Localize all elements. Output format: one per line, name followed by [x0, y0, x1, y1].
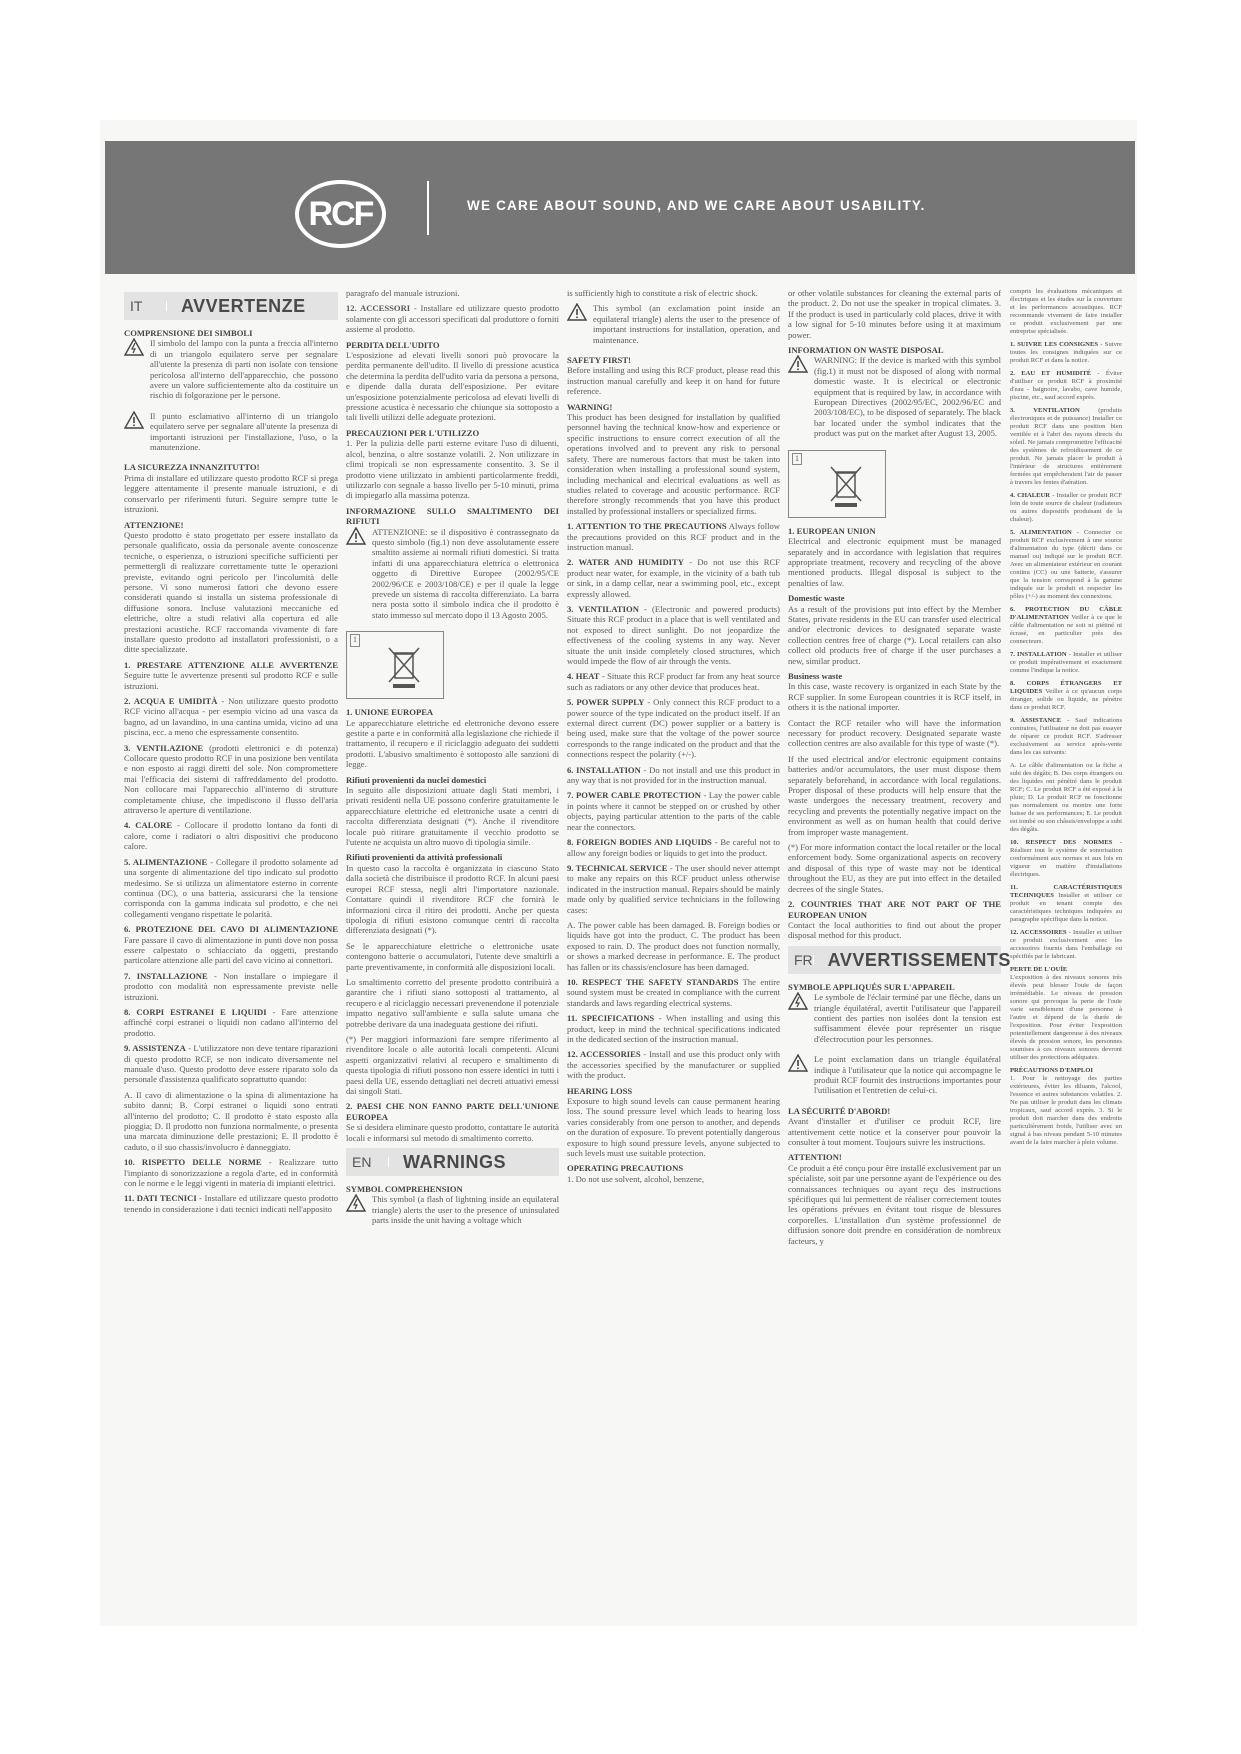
item-title: 3. VENTILATION — [1010, 407, 1080, 414]
figure-number: 1 — [792, 453, 802, 465]
subheading: LA SÉCURITÉ D'ABORD! — [788, 1105, 891, 1116]
item-text: - Connecter ce produit RCF exclusivement à une source d'alimentation du type (décrit dans ce manuel ou) indiqué sur le produit RCF. Avec un alimentateur extérieur en courant continu (CC) ou une batterie, s'assurer que la tension correspond à la gamme indiquée sur le produit et respecter les pôles (+/-) au moment des connexions. — [1010, 529, 1122, 600]
list-item — [124, 1193, 338, 1214]
list-item — [124, 857, 338, 919]
subheading: PRECAUZIONI PER L'UTILIZZO — [346, 427, 480, 438]
paragraph: In questo caso la raccolta è organizzata in ciascuno Stato dalla società che distribuisce il prodotto RCF. In alcuni paesi europei RCF stessa, negli altri l'importatore nazionale. Contattare quindi il rivenditore RCF che fornirà le informazioni circa il ritiro dei prodotti. Anche per questa tipologia di rifiuti esistono comunque centri di raccolta differenziata designati (*). — [346, 862, 559, 936]
item-text: - Éviter d'utiliser ce produit RCF à proximité d'eau - baignoire, lavabo, cave humide, piscine, etc., sauf accord exprès. — [1010, 370, 1122, 401]
crossed-bin-icon — [387, 646, 421, 690]
lang-header-fr — [788, 946, 1011, 974]
subheading: SYMBOLE APPLIQUÉS SUR L'APPAREIL — [788, 981, 955, 992]
subheading: INFORMAZIONE SULLO SMALTIMENTO DEI RIFIUTI — [346, 505, 559, 527]
subheading: WARNING! — [567, 401, 613, 412]
subheading: SYMBOL COMPREHENSION — [346, 1184, 463, 1195]
item-text: - (Electronic and powered products) Situate this RCF product in a place that is well ventilated and not exposed to direct sunlight. Do not jeopardize the effectiveness of the cooling systems in any way. Never situate the unit inside completely closed structures, which would impede the flow of air through the vents. — [567, 603, 780, 666]
list-item — [567, 1049, 780, 1080]
list-item — [124, 1043, 338, 1085]
section-title: WARNINGS — [403, 1151, 506, 1172]
paragraph: In this case, waste recovery is organized in each State by the RCF supplier. In some European countries it is RCF itself, in others it is the national importer. — [788, 681, 1001, 713]
paragraph: Questo prodotto è stato progettato per essere installato da personale qualificato, ossia da personale avente conoscenze tecniche, o esperienza, o istruzioni specifiche sufficienti per permettergli di realizzare correttamente tutte le operazioni previste, evitando ogni pericolo per l'incolumità delle persone. Vi sono numerosi fattori che devono essere considerati quando si installa un sistema professionale di diffusione sonora. Incluse valutazioni meccaniche ed elettriche, oltre a studi relativi alla copertura ed alle prestazioni acustiche. RCF raccomanda vivamente di fare installare questo prodotto ad installatori professionisti, o a ditte specializzate. — [124, 529, 338, 655]
item-title: 7. INSTALLATION — [1010, 651, 1067, 658]
item-text: (produits électroniques et de puissance) Installer ce produit RCF dans une position bien ventilée et à l'abri des rayons directs du soleil. Ne jamais compromettre l'efficacité des systèmes de refroidissement de ce produit. Ne jamais placer le produit à l'intérieur de structures entièrement fermées qui empêcheraient l'air de passer à travers les fentes d'aération. — [1010, 407, 1122, 486]
warning-list — [124, 1157, 338, 1214]
exclamation-warning-icon — [124, 411, 144, 429]
item-text: Veiller à ce qu'aucun corps étranger, solide ou liquide, ne pénètre dans ce produit RCF. — [1010, 688, 1123, 711]
column-3 — [567, 288, 780, 1189]
item-title: 2. EAU ET HUMIDITÉ — [1010, 370, 1092, 377]
header-divider — [427, 181, 429, 235]
paragraph: A. Il cavo di alimentazione o la spina di alimentazione ha subito danni; B. Corpi estranei o liquidi sono entrati all'interno del prodotto; C. Il prodotto è stato esposto alla pioggia; D. Il prodotto non funziona normalmente, o presenta una marcata diminuzione delle prestazioni; E. Il prodotto è caduto, o il suo chassis/involucro è danneggiato. — [124, 1089, 338, 1152]
column-2 — [346, 288, 559, 1236]
item-title: 4. CHALEUR — [1010, 492, 1051, 499]
paragraph: Il punto esclamativo all'interno di un triangolo equilatero serve per segnalare all'utente la presenza di importanti istruzioni per l'installazione, l'uso, o la manutenzione. — [150, 410, 338, 453]
paragraph: Se si desidera eliminare questo prodotto, contattare le autorità locali e informarsi sul metodo di smaltimento corretto. — [346, 1122, 559, 1143]
list-item — [567, 765, 780, 786]
list-item — [1010, 839, 1122, 879]
warning-list — [567, 521, 780, 915]
item-text: - Installare ed utilizzare questo prodotto tenendo in considerazione i dati tecnici indicati nell'apposito — [124, 1193, 339, 1214]
warning-list — [1010, 839, 1122, 961]
paragraph: Le apparecchiature elettriche ed elettroniche devono essere gestite a parte e in conformità alla legislazione che richiede il trattamento, il recupero e il riciclaggio adeguato dei suddetti prodotti. L'abusivo smaltimento è sottoposto alle sanzioni di legge. — [346, 717, 559, 770]
header-tagline: WE CARE ABOUT SOUND, AND WE CARE ABOUT USABILITY. — [467, 198, 926, 213]
subheading: Business waste — [788, 670, 843, 681]
paragraph: (*) For more information contact the local retailer or the local enforcement body. Some organizational aspects on recovery and disposal of this type of waste may not be identical throughout the EU, as they are put into effect in the detailed decrees of the single States. — [788, 842, 1001, 894]
lang-header-it — [124, 292, 338, 320]
item-title: 3. VENTILATION — [567, 603, 639, 614]
item-text: - When installing and using this product, keep in mind the technical specifications indicated in the dedicated section of the instruction manual. — [567, 1013, 781, 1044]
paragraph: is sufficiently high to constitute a risk of electric shock. — [567, 288, 758, 298]
paragraph: 1. Per la pulizia delle parti esterne evitare l'uso di diluenti, alcol, benzina, o altre sostanze volatili. 2. Non utilizzare in climi tropicali se non espressamente consentito. 3. Se il prodotto viene utilizzato in ambienti particolarmente freddi, utilizzarlo con segnale a basso livello per 5-10 minuti, prima di impiegarlo alla massima potenza. — [346, 438, 559, 501]
item-title: 9. TECHNICAL SERVICE — [567, 862, 668, 873]
paragraph: ATTENZIONE: se il dispositivo è contrassegnato da questo simbolo (fig.1) non deve assolutamente essere smaltito assieme ai normali rifiuti domestici. Si tratta infatti di una apparecchiatura elettrica o elettronica oggetto di Direttive Europee (2002/95/CE 2002/96/CE e 2003/108/CE) e per il quale la legge prevede un sistema di raccolta differenziato. La barra nera posta sotto il simbolo indica che il prodotto è stato immesso sul mercato dopo il 13 Agosto 2005. — [372, 526, 559, 620]
list-item — [124, 696, 338, 738]
item-title: 2. WATER AND HUMIDITY — [567, 557, 684, 568]
list-item — [1010, 717, 1122, 757]
item-title: 7. INSTALLAZIONE — [124, 970, 208, 981]
item-title: 1. ATTENTION TO THE PRECAUTIONS — [567, 521, 727, 532]
weee-figure — [788, 450, 886, 518]
item-title: 11. CARACTÉRISTIQUES TECHNIQUES — [1010, 884, 1122, 899]
subheading: 2. PAESI CHE NON FANNO PARTE DELL'UNIONE EUROPEA — [346, 1101, 559, 1122]
item-text: - Fare attenzione affinché corpi estranei o liquidi non cadano all'interno del prodotto. — [124, 1006, 338, 1038]
crossed-bin-icon — [829, 465, 863, 509]
item-title: 5. ALIMENTATION — [1010, 529, 1072, 536]
list-item — [567, 837, 780, 858]
item-text: - Collocare il prodotto lontano da fonti di calore, come i radiatori o altri dispositivi che producono calore. — [124, 820, 338, 852]
item-title: 6. PROTEZIONE DEL CAVO DI ALIMENTAZIONE — [124, 924, 338, 935]
section-title: AVVERTENZE — [181, 295, 306, 316]
exclamation-warning-icon — [567, 303, 587, 321]
paragraph: Ce produit a été conçu pour être installé exclusivement par un spécialiste, soit par une personne ayant de l'expérience ou des connaissances techniques ou ayant reçu des instructions spécifiques qui lui permettent de réaliser correctement toutes les opérations prévues en évitant tout risque de blessures corporelles. L'installation d'un système professionnel de diffusion sonore doit prendre en considération de nombreux facteurs, y — [788, 1162, 1001, 1246]
item-text: - Do not install and use this product in any way that is not provided for in the instruction manual. — [567, 764, 780, 786]
paragraph: Le symbole de l'éclair terminé par une flèche, dans un triangle équilatéral, avertit l'utilisateur que l'appareil contient des parties non isolées dont la tension est suffisamment élevée pour représenter un risque d'électrocution pour les personnes. — [814, 992, 1001, 1044]
item-text: - Installer et utiliser ce produit exclusivement avec les accessoires fournis dans l'emballage ou spécifiés par le fabricant. — [1010, 929, 1122, 960]
item-title: 1. SUIVRE LES CONSIGNES — [1010, 341, 1099, 348]
item-text: - Realizzare tutto l'impianto di sonorizzazione a regola d'arte, ed in conformità con le norme e le leggi vigenti in materia di impianti elettrici. — [124, 1157, 338, 1189]
exclamation-warning-icon — [346, 527, 366, 545]
subheading: PERDITA DELL'UDITO — [346, 339, 440, 350]
item-title: 1. PRESTARE ATTENZIONE ALLE AVVERTENZE — [124, 659, 338, 670]
item-text: - L'utilizzatore non deve tentare riparazioni di questo prodotto RCF, se non indicato diversamente nel manuale d'uso. Questo prodotto deve essere riparato solo da personale d'assistenza qualificato soprattutto quando: — [124, 1043, 338, 1085]
paragraph: Exposure to high sound levels can cause permanent hearing loss. The sound pressure level which leads to hearing loss varies considerably from one person to another, and depends on the duration of exposure. To prevent potentially dangerous exposure to high sound pressure levels, anyone subjected to such levels must use suitable protection. — [567, 1096, 780, 1159]
subheading: Rifiuti provenienti da nuclei domestici — [346, 774, 487, 785]
paragraph: As a result of the provisions put into effect by the Member States, private residents in the EU can transfer used electrical and/or electronic devices to designated separate waste collection centres free of charge (*). Local retailers can also collect old products free of charge if the user purchases a new, similar product. — [788, 603, 1001, 666]
item-text: - Install and use this product only with the accessories specified by the manufacturer or supplied with the product. — [567, 1049, 780, 1081]
paragraph: 1. Pour le nettoyage des parties extérieures, éviter les diluants, l'alcool, l'essence et autres substances volatiles. 2. Ne pas utiliser le produit dans les climats tropicaux, sauf accord exprès. 3. Si le produit doit marcher dans des endroits particulièrement froids, l'utiliser avec un signal à bas niveau pendant 5-10 minutes avant de la faire marcher à plein volume. — [1010, 1075, 1122, 1146]
subheading: PERTE DE L'OUÏE — [1010, 966, 1068, 973]
paragraph: In seguito alle disposizioni attuate dagli Stati membri, i privati residenti nella UE possono conferire gratuitamente le apparecchiature elettriche ed elettroniche usate a centri di raccolta differenziata designati (*). Anche il rivenditore locale può ritirare gratuitamente il vecchio prodotto se l'utente ne acquista un altro nuovo di tipologia simile. — [346, 785, 559, 848]
item-text: - Sauf indications contraires, l'utilisateur ne doit pas essayer de réparer ce produit RCF. S'adresser exclusivement au service après-vente dans les cas suivants: — [1010, 717, 1123, 756]
item-text: The entire sound system must be created in compliance with the current standards and laws regarding electrical systems. — [567, 976, 780, 1008]
subheading: Rifiuti provenienti da attività professionali — [346, 852, 503, 863]
paragraph: paragrafo del manuale istruzioni. — [346, 288, 460, 298]
subheading: 1. UNIONE EUROPEA — [346, 707, 434, 718]
paragraph: Il simbolo del lampo con la punta a freccia all'interno di un triangolo equilatero serve per segnalare all'utente la presenza di parti non isolate con tensione pericolosa all'interno dell'apparecchio, che possono avere un valore sufficientemente alto da costituire un rischio di folgorazione per le persone. — [150, 338, 338, 401]
paragraph: Contact the RCF retailer who will have the information necessary for product recovery. Designated separate waste collection centres are also available for this type of waste (*). — [788, 717, 1001, 749]
exclamation-warning-icon — [788, 1054, 808, 1072]
list-item — [567, 697, 780, 759]
item-text: - Installer ce produit RCF loin de toute source de chaleur (radiateurs ou autres dispositifs produisant de la chaleur). — [1010, 492, 1122, 523]
list-item — [1010, 929, 1122, 961]
paragraph: Electrical and electronic equipment must be managed separately and in accordance with legislation that requires appropriate treatment, recovery and recycling of the above mentioned products. Illegal disposal is subject to the penalties of law. — [788, 536, 1001, 588]
item-text: - Suivre toutes les consignes indiquées sur ce produit RCF et dans la notice. — [1010, 341, 1122, 364]
list-item — [124, 660, 338, 691]
item-title: 9. ASSISTANCE — [1010, 717, 1062, 724]
paragraph: (*) Per maggiori informazioni fare sempre riferimento al rivenditore locale o alle autorità locali competenti. Alcuni aspetti organizzativi relativi al recupero e smaltimento di questa tipologia di rifiuti possono non essere identici in tutti i paesi della UE, essendo dettagliati nei decreti attuativi emessi dai singoli Stati. — [346, 1033, 559, 1096]
weee-figure — [346, 631, 444, 699]
item-title: 6. PROTECTION DU CÂBLE D'ALIMENTATION — [1010, 606, 1122, 621]
item-title: 5. POWER SUPPLY — [567, 697, 645, 708]
warning-list — [1010, 341, 1122, 757]
item-title: 12. ACCESSORI — [346, 303, 411, 314]
subheading: ATTENZIONE! — [124, 519, 184, 530]
list-item — [1010, 492, 1122, 524]
item-title: 8. CORPS ÉTRANGERS ET LIQUIDES — [1010, 680, 1122, 695]
item-text: Veiller à ce que le câble d'alimentation ne soit ni piétiné ni écrasé, en particulier près des connecteurs. — [1010, 614, 1123, 645]
item-title: 4. CALORE — [124, 820, 173, 831]
subheading: COMPRENSIONE DEI SIMBOLI — [124, 328, 253, 338]
list-item — [567, 977, 780, 1008]
paragraph: A. Le câble d'alimentation ou la fiche a subi des dégâts; B. Des corps étrangers ou des liquides ont pénétré dans le produit RCF; C. Le produit RCF a été exposé à la pluie; D. Le produit RCF ne fonctionne pas normalement ou montre une forte baisse de ses performances; E. Le produit est tombé ou son châssis/enveloppe a subi des dégâts. — [1010, 762, 1122, 833]
column-1 — [124, 288, 338, 1219]
item-title: 8. CORPI ESTRANEI E LIQUIDI — [124, 1006, 267, 1017]
exclamation-warning-icon — [788, 355, 808, 373]
list-item — [1010, 606, 1122, 646]
paragraph: This product has been designed for installation by qualified personnel having the technical know-how and experience or specific instructions to ensure correct execution of all the operations involved and to prevent any risk to personal safety. There are numerous factors that must be taken into consideration when installing a professional sound system, including mechanical and electrical evaluations as well as studies related to coverage and acoustic performance. RCF therefore strongly recommends that you have this product installed by professional installers or specialized firms. — [567, 412, 780, 516]
list-item — [124, 1157, 338, 1188]
item-text: - Non installare o impiegare il prodotto con modalità non espressamente previste nelle istruzioni. — [124, 970, 338, 1002]
list-item — [124, 743, 338, 816]
subheading: 2. COUNTRIES THAT ARE NOT PART OF THE EUROPEAN UNION — [788, 899, 1001, 920]
item-text: - Installare ed utilizzare questo prodotto solamente con gli accessori specificati dal produttore o forniti assieme al prodotto. — [346, 303, 560, 335]
paragraph — [346, 303, 559, 334]
column-5 — [1010, 288, 1122, 1152]
paragraph: Lo smaltimento corretto del presente prodotto contribuirà a garantire che i rifiuti siano sottoposti al trattamento, al recupero e al riciclaggio necessari prevenendone il potenziale impatto negativo sull'ambiente e sulla salute umana che potrebbe derivare da una inadeguata gestione dei rifiuti. — [346, 976, 559, 1029]
item-text: - Do not use this RCF product near water, for example, in the vicinity of a bath tub or sink, in a damp cellar, near a swimming pool, etc., except expressly allowed. — [567, 557, 780, 599]
item-text: - Be careful not to allow any foreign bodies or liquids to get into the product. — [567, 837, 780, 858]
warning-list — [567, 977, 780, 1081]
item-text: (prodotti elettronici e di potenza) Collocare questo prodotto RCF in una posizione ben ventilata e non esposto ai raggi diretti del sole. Non compromettere mai l'efficacia dei sistemi di raffreddamento del prodotto. Non collocare mai l'apparecchio all'interno di strutture completamente chiuse, che impediscono il flusso dell'aria attraverso le aperture di ventilazione. — [124, 742, 338, 816]
item-title: 8. FOREIGN BODIES AND LIQUIDS — [567, 837, 712, 848]
item-title: 11. SPECIFICATIONS — [567, 1013, 655, 1024]
paragraph: Avant d'installer et d'utiliser ce produit RCF, lire attentivement cette notice et la conserver pour pouvoir la consulter à tout moment. Toujours suivre les instructions. — [788, 1116, 1001, 1147]
lightning-warning-icon — [788, 992, 808, 1010]
item-title: 9. ASSISTENZA — [124, 1043, 186, 1054]
subheading: LA SICUREZZA INNANZITUTTO! — [124, 462, 260, 473]
subheading: HEARING LOSS — [567, 1085, 633, 1096]
list-item — [567, 557, 780, 599]
item-text: - Réaliser tout le système de sonorisation conformément aux normes et aux lois en vigueur en matière d'installations électriques. — [1010, 839, 1122, 878]
subheading: 1. EUROPEAN UNION — [788, 525, 876, 536]
paragraph: Contact the local authorities to find out about the proper disposal method for this product. — [788, 919, 1001, 941]
list-item — [124, 1007, 338, 1038]
paragraph: compris les évaluations mécaniques et électriques et les études sur la couverture et les performances acoustiques. RCF recommande vivement de faire installer ce produit exclusivement par une entreprise spécialisée. — [1010, 288, 1122, 335]
paragraph: This symbol (a flash of lightning inside an equilateral triangle) alerts the user to the presence of uninsulated parts inside the unit having a voltage which — [372, 1194, 559, 1226]
list-item — [1010, 680, 1122, 712]
rcf-logo: RCF — [295, 180, 386, 248]
lang-header-en — [346, 1148, 559, 1176]
paragraph: Before installing and using this RCF product, please read this instruction manual carefully and keep it on hand for future reference. — [567, 365, 780, 397]
item-title: 12. ACCESSORIES — [567, 1049, 641, 1060]
item-text: - Installer et utiliser ce produit impérativement et exactement comme l'indique la notice. — [1010, 651, 1122, 674]
item-text: Installer et utiliser ce produit en tenant compte des caractéristiques techniques indiquées au paragraphe spécifique dans la notice. — [1010, 892, 1122, 923]
subheading: Domestic waste — [788, 593, 845, 604]
paragraph: This symbol (an exclamation point inside an equilateral triangle) alerts the user to the presence of important instructions for installation, operation, and maintenance. — [593, 303, 780, 345]
list-item — [567, 790, 780, 832]
item-title: 12. ACCESSOIRES — [1010, 929, 1067, 936]
item-title: 2. ACQUA E UMIDITÀ — [124, 696, 218, 706]
list-item — [1010, 529, 1122, 601]
item-title: 6. INSTALLATION — [567, 764, 641, 775]
list-item — [567, 1013, 780, 1044]
paragraph: Prima di installare ed utilizzare questo prodotto RCF si prega leggere attentamente il presente manuale istruzioni, e di conservarlo per riferimenti futuri. Seguire sempre tutte le istruzioni. — [124, 472, 338, 515]
item-title: 3. VENTILAZIONE — [124, 742, 204, 753]
item-title: 5. ALIMENTAZIONE — [124, 856, 208, 867]
paragraph: L'esposizione ad elevati livelli sonori può provocare la perdita permanente dell'udito. Il livello di pressione acustica che determina la perdita dell'udito varia da persona a persona, e dipende dalla durata dell'esposizione. Per evitare un'esposizione potenzialmente pericolosa ad elevati livelli di pressione acustica è necessario che chiunque sia sottoposto a tali livelli utilizzi delle adeguate protezioni. — [346, 350, 559, 423]
lang-code: EN — [346, 1157, 389, 1167]
subheading: PRÉCAUTIONS D'EMPLOI — [1010, 1067, 1093, 1074]
column-4 — [788, 288, 1011, 1251]
item-text: Always follow the precautions provided on this RCF product and in the instruction manual. — [567, 521, 780, 552]
list-item — [567, 604, 780, 666]
subheading: INFORMATION ON WASTE DISPOSAL — [788, 345, 944, 356]
list-item — [124, 924, 338, 966]
item-text: - Only connect this RCF product to a power source of the type indicated on the product itself. If an external direct current (DC) power supplier or a battery is being used, make sure that the voltage of the power source corresponds to the range indicated on the product and that the connections respect the polarity (+/-). — [567, 697, 780, 760]
item-title: 11. DATI TECNICI — [124, 1193, 197, 1204]
item-title: 10. RISPETTO DELLE NORME — [124, 1157, 262, 1168]
item-text: - Collegare il prodotto solamente ad una sorgente di alimentazione del tipo indicato sul prodotto medesimo. Se si utilizza un alimentatore esterno in corrente continua (DC), o una batteria, assicurarsi che la tensione corrisponda con la gamma indicata sul prodotto, e che nei collegamenti vengano rispettate le polarità. — [124, 856, 339, 919]
item-text: Fare passare il cavo di alimentazione in punti dove non possa essere calpestato o schiacciato da oggetti, prestando particolare attenzione alle parti del cavo vicino ai connettori. — [124, 934, 338, 966]
section-title: AVVERTISSEMENTS — [827, 949, 1011, 970]
paragraph: 1. Do not use solvent, alcohol, benzene, — [567, 1173, 704, 1184]
item-title: 7. POWER CABLE PROTECTION — [567, 790, 701, 801]
list-item — [567, 863, 780, 915]
lightning-warning-icon — [346, 1194, 366, 1212]
subheading: SAFETY FIRST! — [567, 355, 631, 366]
list-item — [1010, 341, 1122, 365]
warning-list — [124, 660, 338, 1085]
item-title: 4. HEAT — [567, 671, 600, 682]
lang-code: FR — [788, 955, 814, 965]
list-item — [124, 820, 338, 851]
subheading: OPERATING PRECAUTIONS — [567, 1163, 684, 1174]
figure-number: 1 — [350, 634, 360, 646]
list-item — [1010, 407, 1122, 487]
paragraph: WARNING: If the device is marked with this symbol (fig.1) it must not be disposed of along with normal domestic waste. It is electrical or electronic equipment that is required by law, in accordance with European Directives (2002/95/EC, 2002/96/EC and 2003/108/EC), to be disposed of separately. The black bar located under the symbol indicates that the product was put on the market after August 13, 2005. — [814, 355, 1001, 439]
list-item — [567, 521, 780, 552]
paragraph: or other volatile substances for cleaning the external parts of the product. 2. Do not use the speaker in tropical climates. 3. If the product is used in particularly cold places, drive it with a low signal for 5-10 minutes before using it at maximum power. — [788, 288, 1001, 340]
item-title: 10. RESPECT DES NORMES — [1010, 839, 1113, 846]
item-title: 10. RESPECT THE SAFETY STANDARDS — [567, 976, 739, 987]
list-item — [1010, 884, 1122, 924]
subheading: ATTENTION! — [788, 1152, 842, 1163]
list-item — [1010, 370, 1122, 402]
lightning-warning-icon — [124, 338, 144, 356]
paragraph: If the used electrical and/or electronic equipment contains batteries and/or accumulators, the user must dispose them separately beforehand, in accordance with local regulations. Proper disposal of these products will help ensure that the waste undergoes the necessary treatment, recovery and recycling and prevents the potentially negative impact on the environment as well as on human health that could derive from improper waste management. — [788, 753, 1001, 837]
item-text: - Non utilizzare questo prodotto RCF vicino all'acqua - per esempio vicino ad una vasca da bagno, ad un lavandino, in una cantina umida, vicino ad una piscina, ecc. a meno che espressamente consentito. — [124, 696, 338, 738]
list-item — [1010, 651, 1122, 675]
item-text: - Situate this RCF product far from any heat source such as radiators or any other device that produces heat. — [567, 671, 781, 692]
item-text: - The user should never attempt to make any repairs on this RCF product unless otherwise indicated in the instruction manual. Repairs should be mainly made only by qualified service technicians in the following cases: — [567, 862, 780, 915]
item-text: - Lay the power cable in points where it cannot be stepped on or crushed by other objects, paying particular attention to the parts of the cable near the connectors. — [567, 790, 780, 832]
paragraph: A. The power cable has been damaged. B. Foreign bodies or liquids have got into the product. C. The product has been exposed to rain. D. The product does not function normally, or shows a marked decrease in performance. E. The product has fallen or its chassis/enclosure has been damaged. — [567, 919, 780, 972]
list-item — [567, 671, 780, 692]
list-item — [124, 971, 338, 1002]
paragraph: L'exposition à des niveaux sonores très élevés peut blesser l'ouïe de façon irrémédiable. Le niveau de pression sonore qui provoque la perte de l'ouïe varie sensiblement d'une personne à l'autre et dépend de la durée de l'exposition. Pour éviter l'exposition potentiellement dangereuse à des niveaux élevés de pression sonore, les personnes soumises à ces niveaux sonores devront utiliser des protections adéquates. — [1010, 974, 1122, 1061]
lang-code: IT — [124, 301, 167, 311]
paragraph: Le point exclamation dans un triangle équilatéral indique à l'utilisateur que la notice qui accompagne le produit RCF fournit des instructions importantes pour l'utilisation et l'entretien de celui-ci. — [814, 1054, 1001, 1096]
item-text: Seguire tutte le avvertenze presenti sul prodotto RCF e sulle istruzioni. — [124, 670, 338, 691]
paragraph: Se le apparecchiature elettriche o elettroniche usate contengono batterie o accumulatori, l'utente deve smaltirli a parte preventivamente, in conformità alle disposizioni locali. — [346, 940, 559, 972]
